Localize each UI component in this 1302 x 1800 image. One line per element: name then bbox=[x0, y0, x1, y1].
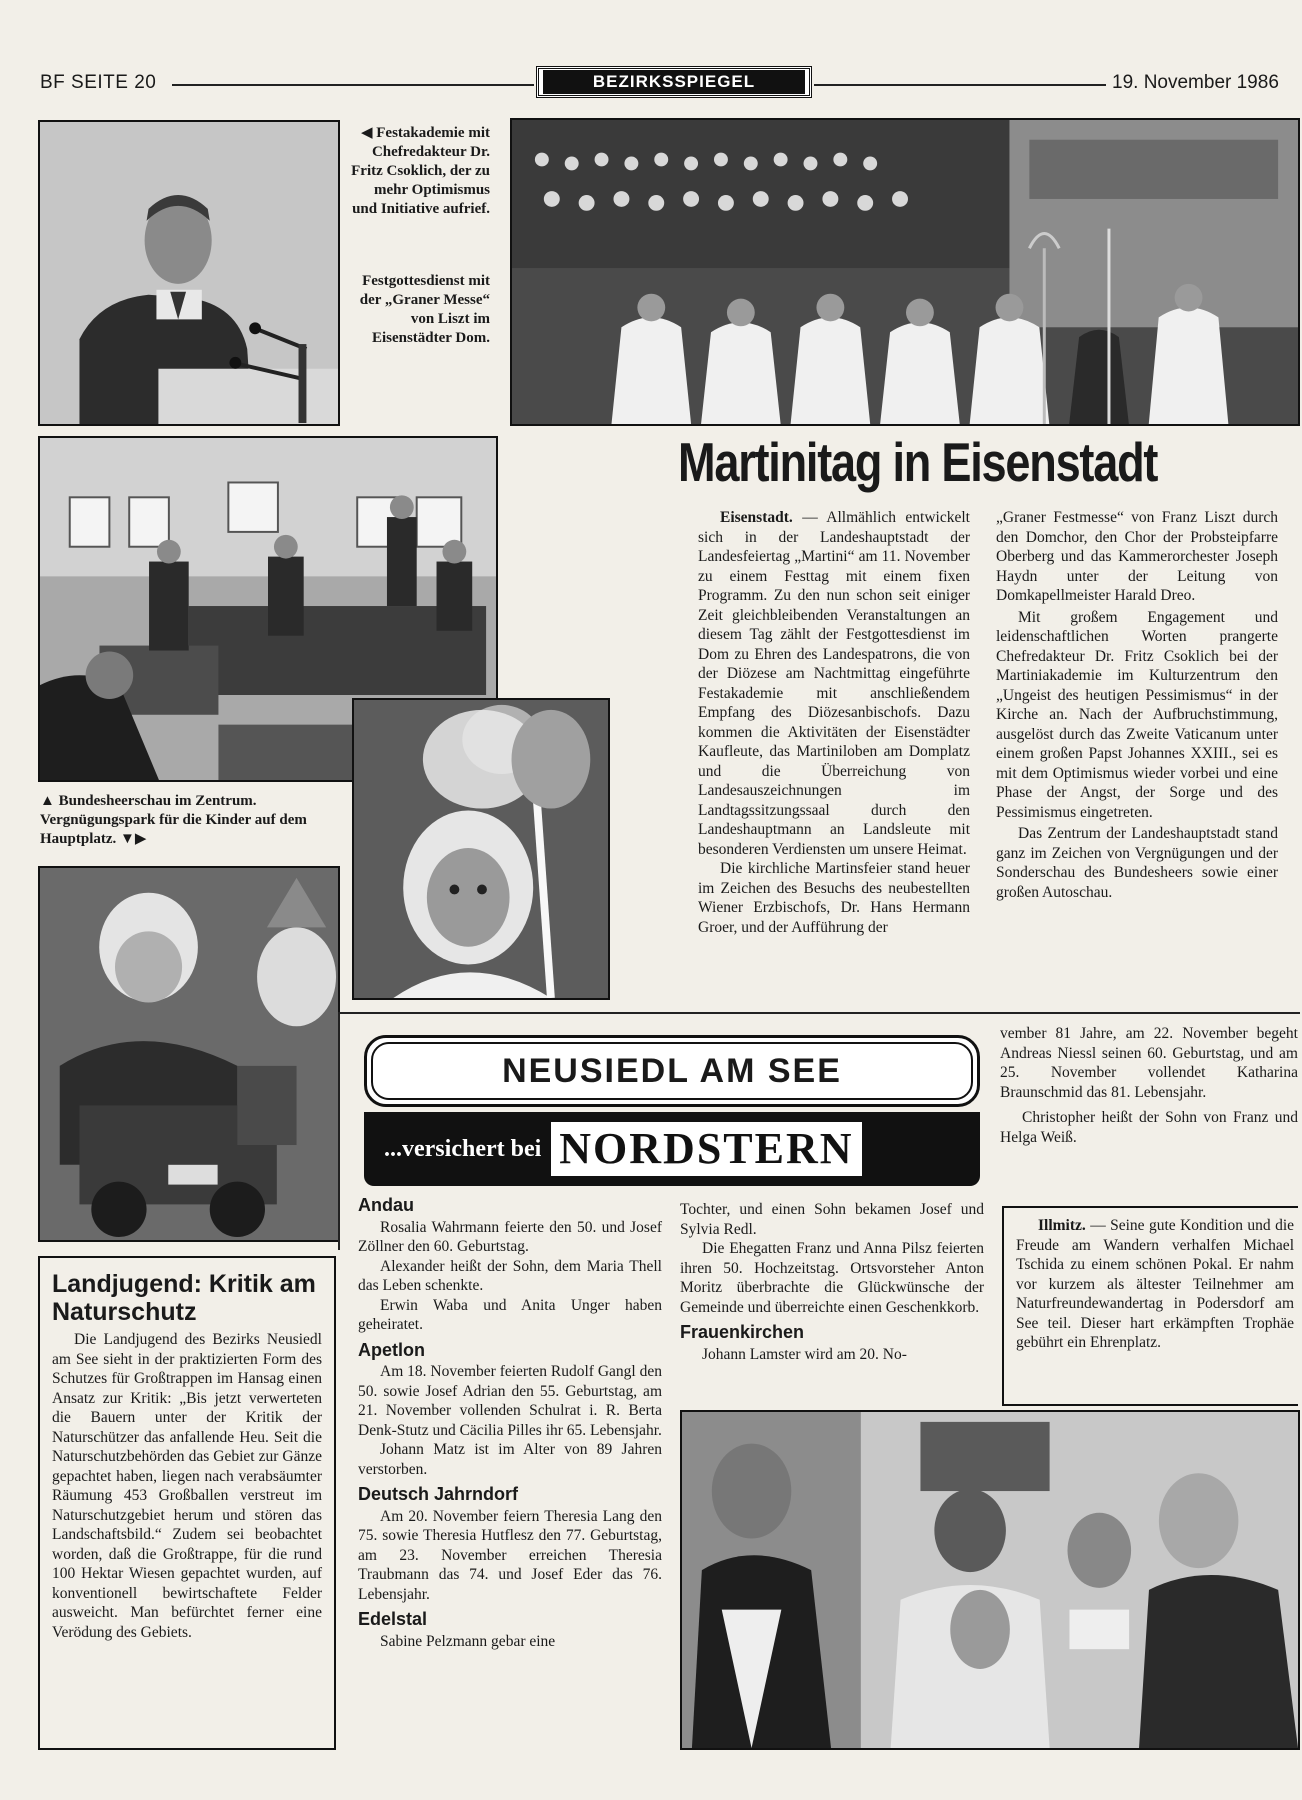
local-news-col1 bbox=[358, 1196, 662, 1651]
illmitz-dateline: Illmitz. bbox=[1038, 1217, 1086, 1234]
page-number: BF SEITE 20 bbox=[40, 72, 157, 93]
main-article-col2 bbox=[996, 508, 1278, 902]
local-news-col3-para2: Christopher heißt der Sohn von Franz und Helga Weiß. bbox=[1000, 1109, 1298, 1146]
photo-illmitz-trophy bbox=[680, 1410, 1300, 1750]
main-headline: Martinitag in Eisenstadt bbox=[678, 431, 1158, 493]
edelstal-para3: Die Ehegatten Franz und Anna Pilsz feierten ihren 50. Hochzeitstag. Ortsvorsteher Anton Moritz überbrachte die Glückwünsche der Gemeinde und überreichte einen Geschenkkorb. bbox=[680, 1240, 984, 1316]
header-rule-right bbox=[814, 84, 1106, 86]
illmitz-box bbox=[1002, 1206, 1298, 1406]
section-label-box bbox=[536, 66, 812, 98]
andau-para3: Erwin Waba und Anita Unger haben geheiratet. bbox=[358, 1296, 662, 1333]
andau-para1: Rosalia Wahrmann feierte den 50. und Josef Zöllner den 60. Geburtstag. bbox=[358, 1218, 662, 1255]
deutsch-jahrndorf-para1: Am 20. November feiern Theresia Lang den 75. sowie Theresia Hutflesz den 77. Geburtstag, am 23. November erreichen Theresia Traubmann das 74. und Josef Eder das 76. Lebensjahr. bbox=[358, 1507, 662, 1603]
neusiedl-title: NEUSIEDL AM SEE bbox=[502, 1051, 842, 1090]
cathedral-illustration bbox=[512, 120, 1298, 424]
main-article-col1 bbox=[698, 508, 970, 937]
nordstern-logo: NORDSTERN bbox=[551, 1122, 861, 1176]
section-label: BEZIRKSSPIEGEL bbox=[543, 70, 805, 94]
photo-festgottesdienst-dom bbox=[510, 118, 1300, 426]
town-apetlon: Apetlon bbox=[358, 1339, 425, 1360]
landjugend-text: Die Landjugend des Bezirks Neusiedl am See sieht in der praktizierten Form des Schutzes für Großtrappen im Hansag einen Ansatz zur Kritik: „Bis jetzt verwerteten die Bauern unter der Kritik der Naturschützer das anfallende Heu. Seit die Naturschutzbehörden das Gebiet zur Gänze gepachtet haben, liegen nach verabsäumter Räumung 453 Großballen verstreut im Naturschutzgebiet herum und stören das Landschaftsbild.“ Zudem sei beobachtet worden, daß die Großtrappe, für die rund 100 Hektar Wiesen gepachtet wurden, auf konventionell bewirtschaftete Felder ausweicht. Man befürchtet ferner eine Verödung des Gebiets. bbox=[52, 1331, 322, 1641]
edelstal-para2: Tochter, und einen Sohn bekamen Josef und Sylvia Redl. bbox=[680, 1201, 984, 1238]
landjugend-title: Landjugend: Kritik am Naturschutz bbox=[52, 1270, 316, 1326]
andau-para2: Alexander heißt der Sohn, dem Maria Thell das Leben schenkte. bbox=[358, 1257, 662, 1294]
apetlon-para1: Am 18. November feierten Rudolf Gangl den 50. sowie Josef Adrian den 55. Geburtstag, am 21. November vollenden Schulrat i. R. Berta Denk-Stutz und Cäcilia Pilles ihr 65. Lebensjahr. bbox=[358, 1363, 662, 1439]
header-rule-left bbox=[172, 84, 534, 86]
child-illustration bbox=[354, 700, 608, 998]
illmitz-text: — Seine gute Kondition und die Freude am Wandern verhalfen Michael Tschida zu einem schönen Pokal. Er nahm vor kurzem als ältester Teilnehmer am Naturfreundewandertag in Podersdorf am See teil. Dieser hart erkämpften Trophäe gebührt ein Ehrenplatz. bbox=[1016, 1217, 1294, 1351]
main-article-para3: „Graner Festmesse“ von Franz Liszt durch den Domchor, den Chor der Probsteipfarre Oberberg und das Kammerorchester Joseph Haydn unter der Leitung von Domkapellmeister Harald Dreo. bbox=[996, 509, 1278, 604]
nordstern-banner bbox=[364, 1112, 980, 1186]
frauenkirchen-para1: Johann Lamster wird am 20. No- bbox=[702, 1345, 907, 1363]
issue-date: 19. November 1986 bbox=[1112, 72, 1279, 93]
photo-kids-ride bbox=[38, 866, 340, 1242]
main-article-para2: Die kirchliche Martinsfeier stand heuer im Zeichen des Besuchs des neubestellten Wiener Erzbischofs, Dr. Hans Hermann Groer, und der Aufführung der bbox=[698, 860, 970, 936]
local-news-col2 bbox=[680, 1200, 984, 1364]
apetlon-para2: Johann Matz ist im Alter von 89 Jahren verstorben. bbox=[358, 1441, 662, 1478]
photo-festakademie-speaker bbox=[38, 120, 340, 426]
edelstal-para1: Sabine Pelzmann gebar eine bbox=[380, 1632, 556, 1650]
town-edelstal: Edelstal bbox=[358, 1609, 428, 1629]
landjugend-box bbox=[38, 1256, 336, 1750]
speaker-illustration bbox=[40, 122, 338, 424]
town-frauenkirchen: Frauenkirchen bbox=[680, 1322, 805, 1342]
main-article-para1: — Allmählich entwickelt sich in der Landeshauptstadt der Landesfeiertag „Martini“ am 11. November zu einem Festtag mit einem fixen Programm. Zu den nun schon seit einiger Zeit gleichbleibenden Veranstaltungen an diesem Tag zählt der Festgottesdienst im Dom zu Ehren des Landespatrons, die von der Diözese am Nachtmittag eingeführte Festakademie mit anschließendem Empfang des Diözesanbischofs. Dazu kommen die Aktivitäten der Eisenstädter Kaufleute, das Martiniloben am Domplatz und die Überreichung von Landesauszeichnungen im Landtagssitzungssaal durch den Landeshauptmann an Landsleute mit besonderen Verdiensten um unsere Heimat. bbox=[698, 509, 970, 858]
town-deutsch-jahrndorf: Deutsch Jahrndorf bbox=[358, 1484, 519, 1504]
neusiedl-title-box bbox=[364, 1035, 980, 1107]
main-article-para5: Das Zentrum der Landeshauptstadt stand ganz im Zeichen von Vergnügungen und der Sonderschau des Bundesheers sowie einer großen Autoschau. bbox=[996, 825, 1278, 901]
trophy-illustration bbox=[682, 1412, 1298, 1748]
caption-festakademie: ◀ Festakademie mit Chefredakteur Dr. Fritz Csoklich, der zu mehr Optimismus und Initiative aufrief. bbox=[351, 125, 490, 217]
local-news-col3-para1: vember 81 Jahre, am 22. November begeht Andreas Niessl seinen 60. Geburtstag, und am 25. November vollendet Katharina Braunschmid das 81. Lebensjahr. bbox=[1000, 1025, 1298, 1101]
local-news-col3 bbox=[1000, 1024, 1298, 1147]
kids-ride-illustration bbox=[40, 868, 338, 1240]
left-column-divider bbox=[338, 1012, 340, 1250]
main-article-para4: Mit großem Engagement und leidenschaftlichen Worten prangerte Chefredakteur Dr. Fritz Csoklich bei der Martiniakademie im Kulturzentrum den „Ungeist des heutigen Pessimismus“ in der Kirche an. Nach der Aufbruchstimmung, ausgelöst durch das Zweite Vaticanum unter einem großen Papst Johannes XXIII., sei es mit dem Optimismus wieder vorbei und eine Phase der Angst, der Sorge und des Pessimismus eingetreten. bbox=[996, 608, 1278, 821]
town-andau: Andau bbox=[358, 1195, 414, 1215]
caption-festgottesdienst: Festgottesdienst mit der „Graner Messe“ von Liszt im Eisenstädter Dom. bbox=[359, 273, 490, 346]
dateline: Eisenstadt. bbox=[720, 509, 793, 526]
caption-bundesheerschau: ▲ Bundesheerschau im Zentrum. Vergnügungspark für die Kinder auf dem Hauptplatz. ▼▶ bbox=[40, 793, 307, 847]
photo-child-hauptplatz bbox=[352, 698, 610, 1000]
nordstern-prefix: ...versichert bei bbox=[384, 1135, 542, 1162]
section-divider bbox=[338, 1012, 1300, 1014]
